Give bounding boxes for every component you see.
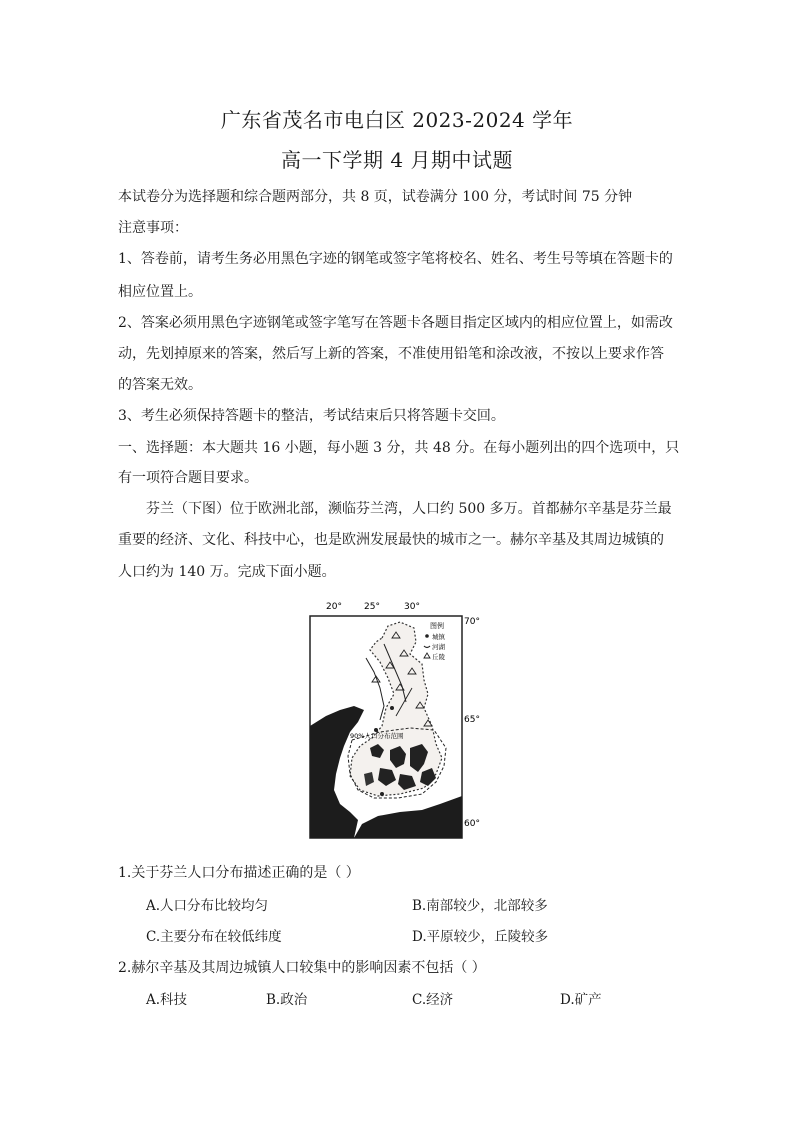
lon-label-25: 25° — [364, 602, 380, 612]
passage-line2: 重要的经济、文化、科技中心，也是欧洲发展最快的城市之一。赫尔辛基及其周边城镇的 — [118, 532, 664, 548]
notes-heading: 注意事项： — [118, 220, 188, 236]
question-1-option-b[interactable]: B.南部较少，北部较多 — [412, 898, 548, 914]
intro-text: 本试卷分为选择题和综合题两部分，共 8 页，试卷满分 100 分，考试时间 75 分钟 — [118, 189, 633, 205]
lat-label-70: 70° — [464, 617, 480, 627]
question-2-option-c[interactable]: C.经济 — [412, 992, 454, 1008]
lon-label-20: 20° — [326, 602, 342, 612]
legend-town-label: 城镇 — [432, 633, 445, 641]
question-1-option-d[interactable]: D.平原较少，丘陵较多 — [412, 929, 549, 945]
question-2-option-b[interactable]: B.政治 — [266, 992, 308, 1008]
question-1-stem: 1.关于芬兰人口分布描述正确的是（ ） — [118, 865, 360, 881]
population-90pct-label: 90%人口分布范围 — [350, 732, 404, 740]
question-2-stem: 2.赫尔辛基及其周边城镇人口较集中的影响因素不包括（ ） — [118, 960, 486, 976]
passage-line3: 人口约为 140 万。完成下面小题。 — [118, 564, 336, 580]
note-1-line2: 相应位置上。 — [118, 284, 202, 300]
question-1-option-c[interactable]: C.主要分布在较低纬度 — [146, 929, 282, 945]
document-title-line1: 广东省茂名市电白区 2023-2024 学年 — [220, 108, 574, 132]
note-2-line2: 动，先划掉原来的答案，然后写上新的答案，不准使用铅笔和涂改液，不按以上要求作答 — [118, 346, 664, 362]
question-1-option-a[interactable]: A.人口分布比较均匀 — [146, 898, 269, 914]
question-2-option-d[interactable]: D.矿产 — [560, 992, 602, 1008]
town-dot — [402, 782, 406, 786]
town-dot — [374, 728, 378, 732]
town-dot — [390, 706, 394, 710]
passage-line1: 芬兰（下图）位于欧洲北部，濒临芬兰湾，人口约 500 多万。首都赫尔辛基是芬兰最 — [146, 501, 672, 517]
lon-label-30: 30° — [404, 602, 420, 612]
legend-town-symbol — [425, 634, 429, 638]
note-3-line1: 3、考生必须保持答题卡的整洁，考试结束后只将答题卡交回。 — [118, 408, 505, 424]
town-dot — [380, 792, 384, 796]
legend-lake-label: 河湖 — [432, 643, 445, 651]
section1-line1: 一、选择题：本大题共 16 小题，每小题 3 分，共 48 分。在每小题列出的四个选项中，只 — [118, 440, 680, 456]
lat-label-65: 65° — [464, 715, 480, 725]
finland-map-figure — [300, 598, 500, 848]
legend-title: 图例 — [430, 622, 444, 630]
section1-line2: 有一项符合题目要求。 — [118, 470, 258, 486]
question-2-option-a[interactable]: A.科技 — [146, 992, 188, 1008]
note-2-line3: 的答案无效。 — [118, 377, 202, 393]
note-2-line1: 2、答案必须用黑色字迹钢笔或签字笔写在答题卡各题目指定区域内的相应位置上，如需改 — [118, 315, 673, 331]
note-1-line1: 1、答卷前，请考生务必用黑色字迹的钢笔或签字笔将校名、姓名、考生号等填在答题卡的 — [118, 251, 673, 267]
lat-label-60: 60° — [464, 819, 480, 829]
document-title-line2: 高一下学期 4 月期中试题 — [281, 148, 513, 172]
legend-hill-label: 丘陵 — [432, 653, 445, 661]
